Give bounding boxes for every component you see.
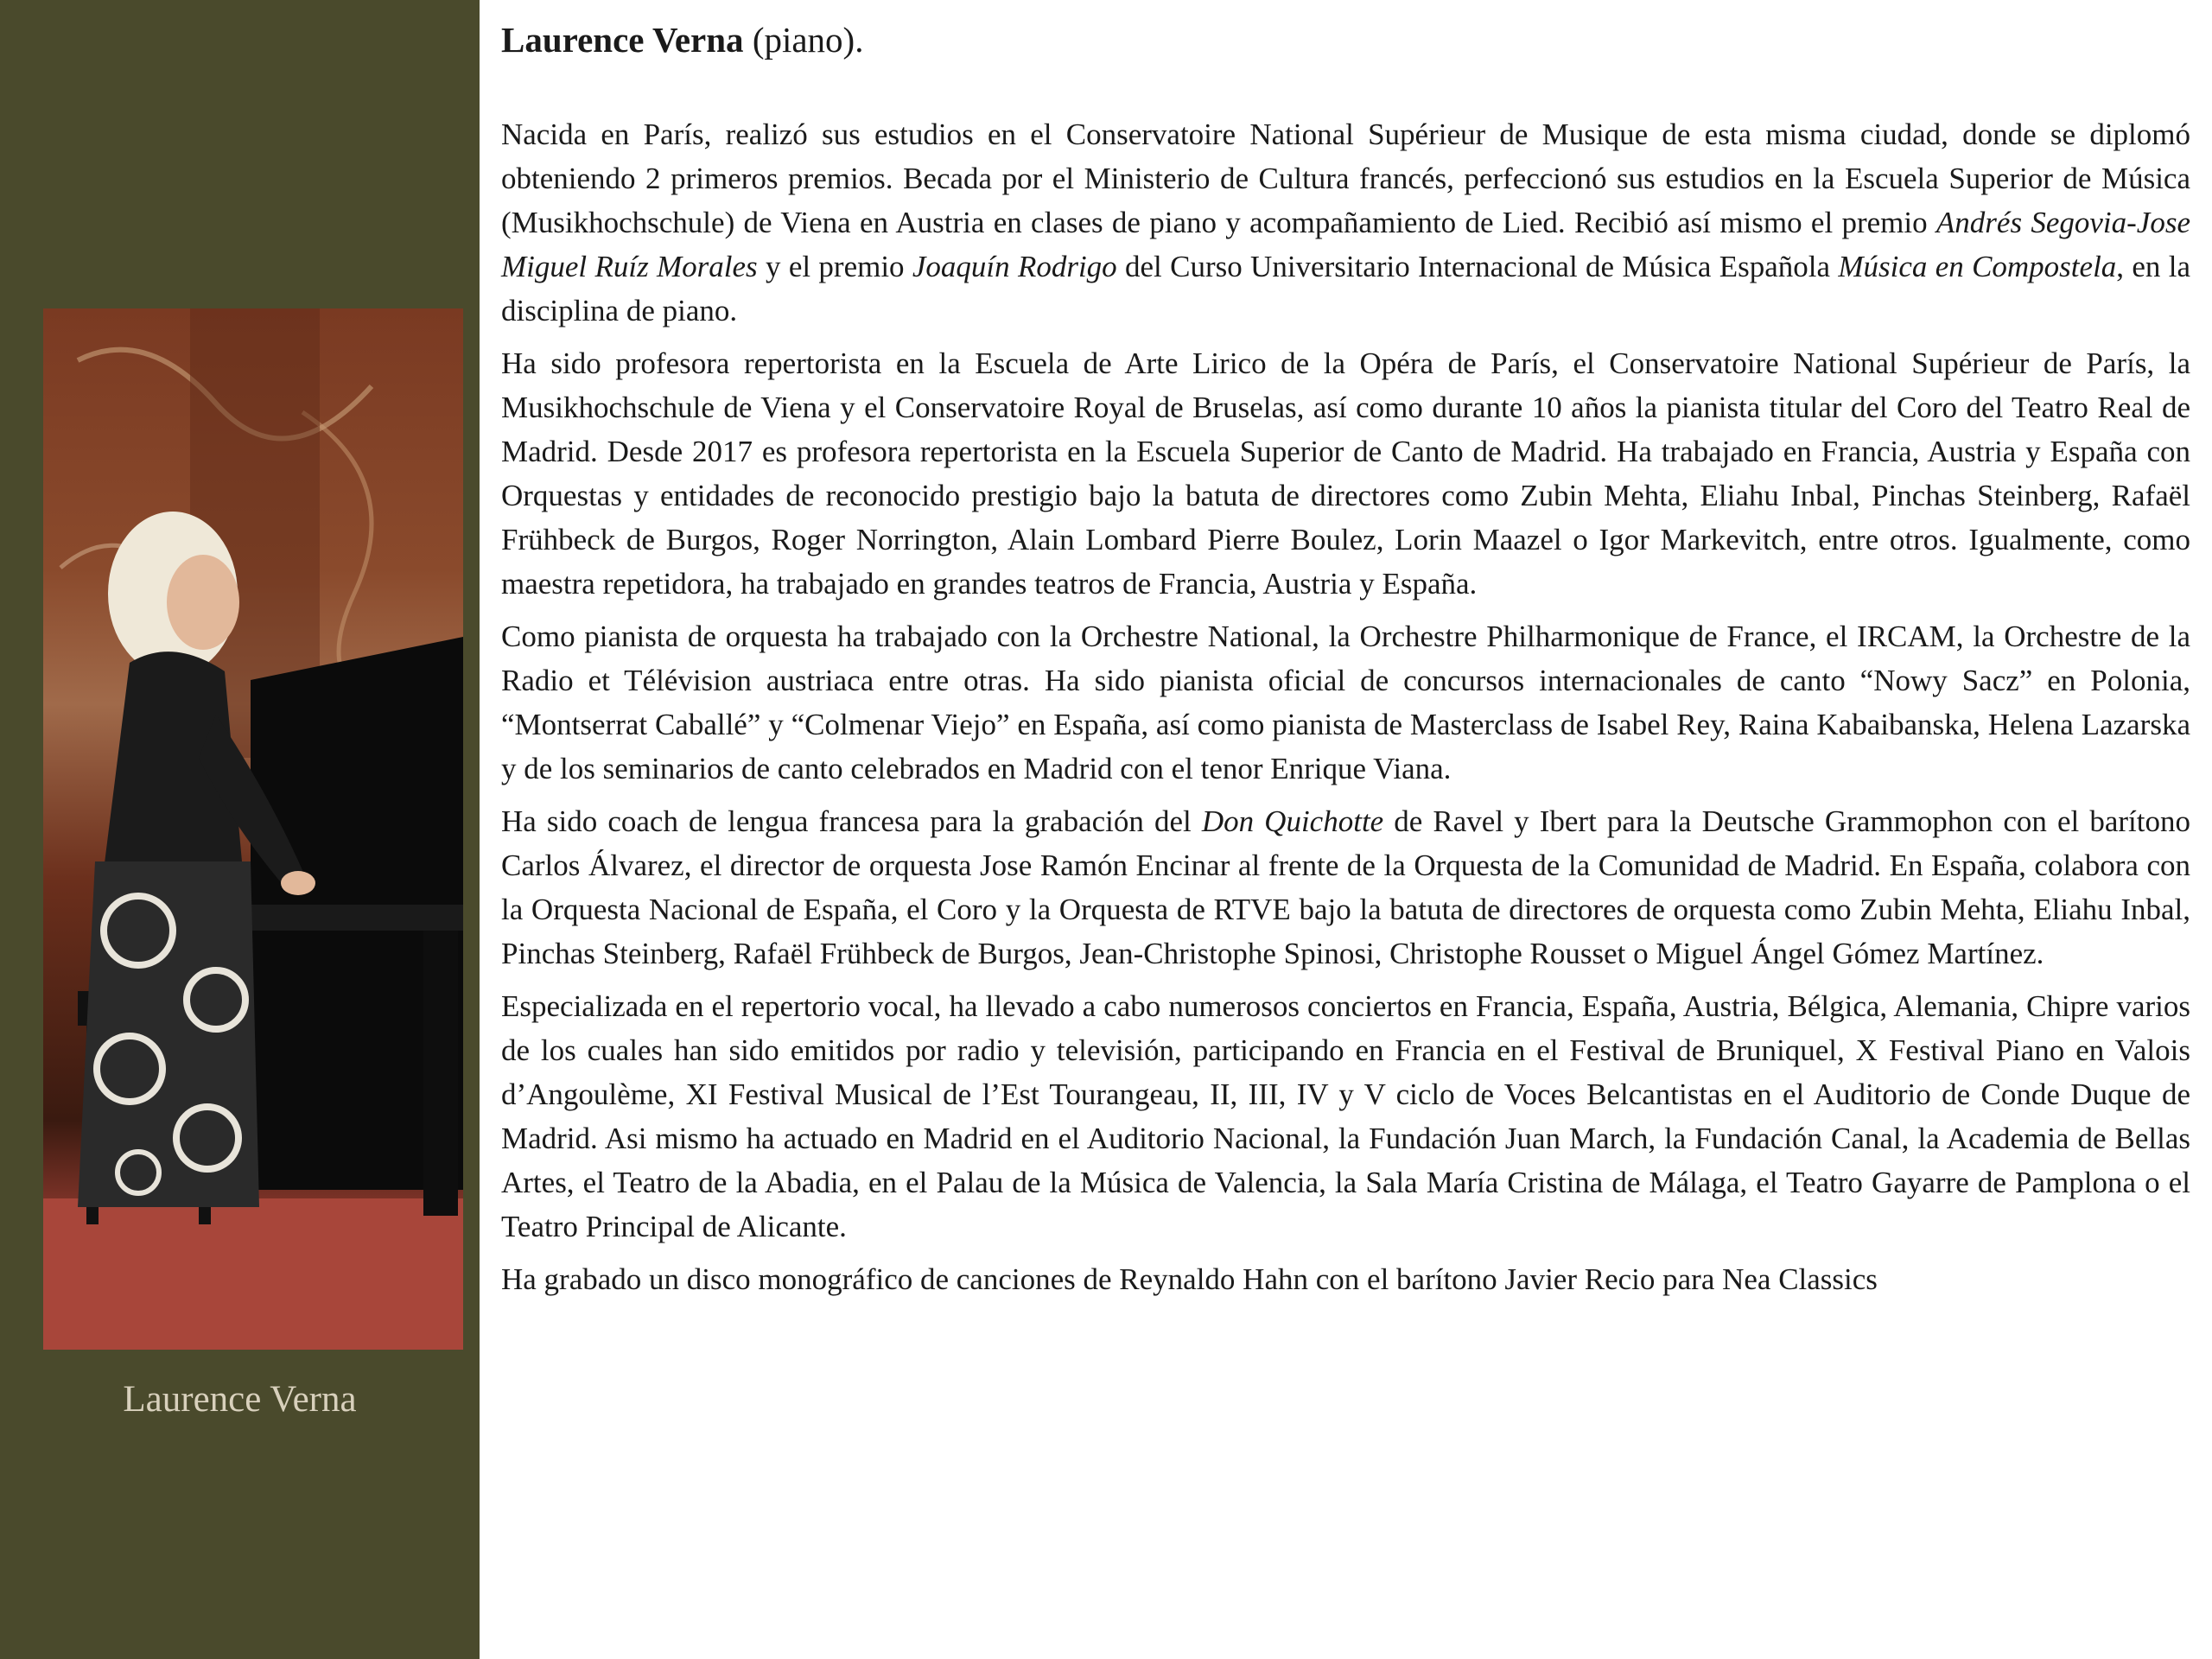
biography-paragraph — [501, 614, 2190, 791]
paragraph-text: Ha grabado un disco monográfico de canciones de Reynaldo Hahn con el barítono Javier Recio para Nea Classics — [501, 1262, 1878, 1296]
italic-title: Música en Compostela — [1838, 250, 2117, 283]
paragraph-text: Ha sido profesora repertorista en la Escuela de Arte Lirico de la Opéra de París, el Conservatoire National Supérieur de París, la Musikhochschule de Viena y el Conservatoire Royal de Bruselas, así como durante 10 años la pianista titular del Coro del Teatro Real de Madrid. Desde 2017 es profesora repertorista en la Escuela Superior de Canto de Madrid. Ha trabajado en Francia, Austria y España con Orquestas y entidades de reconocido prestigio bajo la batuta de directores como Zubin Mehta, Eliahu Inbal, Pinchas Steinberg, Rafaël Frühbeck de Burgos, Roger Norrington, Alain Lombard Pierre Boulez, Lorin Maazel o Igor Markevitch, entre otros. Igualmente, como maestra repetidora, ha trabajado en grandes teatros de Francia, Austria y España. — [501, 346, 2190, 601]
paragraph-text: de Ravel y Ibert para la Deutsche Grammophon con el barítono Carlos Álvarez, el director de orquesta Jose Ramón Encinar al frente de la Orquesta de la Comunidad de Madrid. En España, colabora con la Orquesta Nacional de España, el Coro y la Orquesta de RTVE bajo la batuta de directores de orquesta como Zubin Mehta, Eliahu Inbal, Pinchas Steinberg, Rafaël Frühbeck de Burgos, Jean-Christophe Spinosi, Christophe Rousset o Miguel Ángel Gómez Martínez. — [501, 804, 2191, 970]
biography-paragraph — [501, 1257, 2190, 1301]
biography-paragraph — [501, 112, 2190, 333]
artist-role: (piano). — [743, 20, 864, 60]
paragraph-text: Nacida en París, realizó sus estudios en el Conservatoire National Supérieur de Musique de esta misma ciudad, donde se diplomó obteniendo 2 primeros premios. Becada por el Ministerio de Cultura francés, perfeccionó sus estudios en la Escuela Superior de Música (Musikhochschule) de Viena en Austria en clases de piano y acompañamiento de Lied. Recibió así mismo el premio — [501, 118, 2190, 239]
biography-content — [501, 16, 2190, 1310]
paragraph-text: Ha sido coach de lengua francesa para la grabación del — [501, 804, 1202, 838]
biography-paragraph — [501, 799, 2190, 976]
italic-title: Joaquín Rodrigo — [912, 250, 1117, 283]
paragraph-text: del Curso Universitario Internacional de Música Española — [1116, 250, 1839, 283]
photo-caption: Laurence Verna — [123, 1379, 357, 1420]
italic-title: Andrés Segovia-Jose Miguel Ruíz Morales — [501, 206, 2190, 283]
sidebar-panel — [0, 0, 480, 1659]
biography-paragraph — [501, 984, 2190, 1249]
paragraph-text: y el premio — [757, 250, 912, 283]
artist-name: Laurence Verna — [501, 20, 744, 60]
paragraph-text: Especializada en el repertorio vocal, ha llevado a cabo numerosos conciertos en Francia, España, Austria, Bélgica, Alemania, Chipre varios de los cuales han sido emitidos por radio y televisión, participando en Francia en el Festival de Bruniquel, X Festival Piano en Valois d’Angoulème, XI Festival Musical de l’Est Tourangeau, II, III, IV y V ciclo de Voces Belcantistas en el Auditorio de Conde Duque de Madrid. Asi mismo ha actuado en Madrid en el Auditorio Nacional, la Fundación Juan March, la Fundación Canal, la Academia de Bellas Artes, el Teatro de la Abadia, en el Palau de la Música de Valencia, la Sala María Cristina de Málaga, el Teatro Gayarre de Pamplona o el Teatro Principal de Alicante. — [501, 989, 2190, 1243]
page-title — [501, 16, 2190, 64]
paragraph-text: , en la disciplina de piano. — [501, 250, 2190, 327]
biography-paragraph — [501, 341, 2190, 606]
biography-paragraphs — [501, 112, 2190, 1301]
italic-title: Don Quichotte — [1201, 804, 1384, 838]
pianist-photo-illustration — [43, 308, 463, 1350]
paragraph-text: Como pianista de orquesta ha trabajado con la Orchestre National, la Orchestre Philharmonique de France, el IRCAM, la Orchestre de la Radio et Télévision austriaca entre otras. Ha sido pianista oficial de concursos internacionales de canto “Nowy Sacz” en Polonia, “Montserrat Caballé” y “Colmenar Viejo” en España, así como pianista de Masterclass de Isabel Rey, Raina Kabaibanska, Helena Lazarska y de los seminarios de canto celebrados en Madrid con el tenor Enrique Viana. — [501, 620, 2190, 785]
portrait-photo — [43, 308, 463, 1350]
